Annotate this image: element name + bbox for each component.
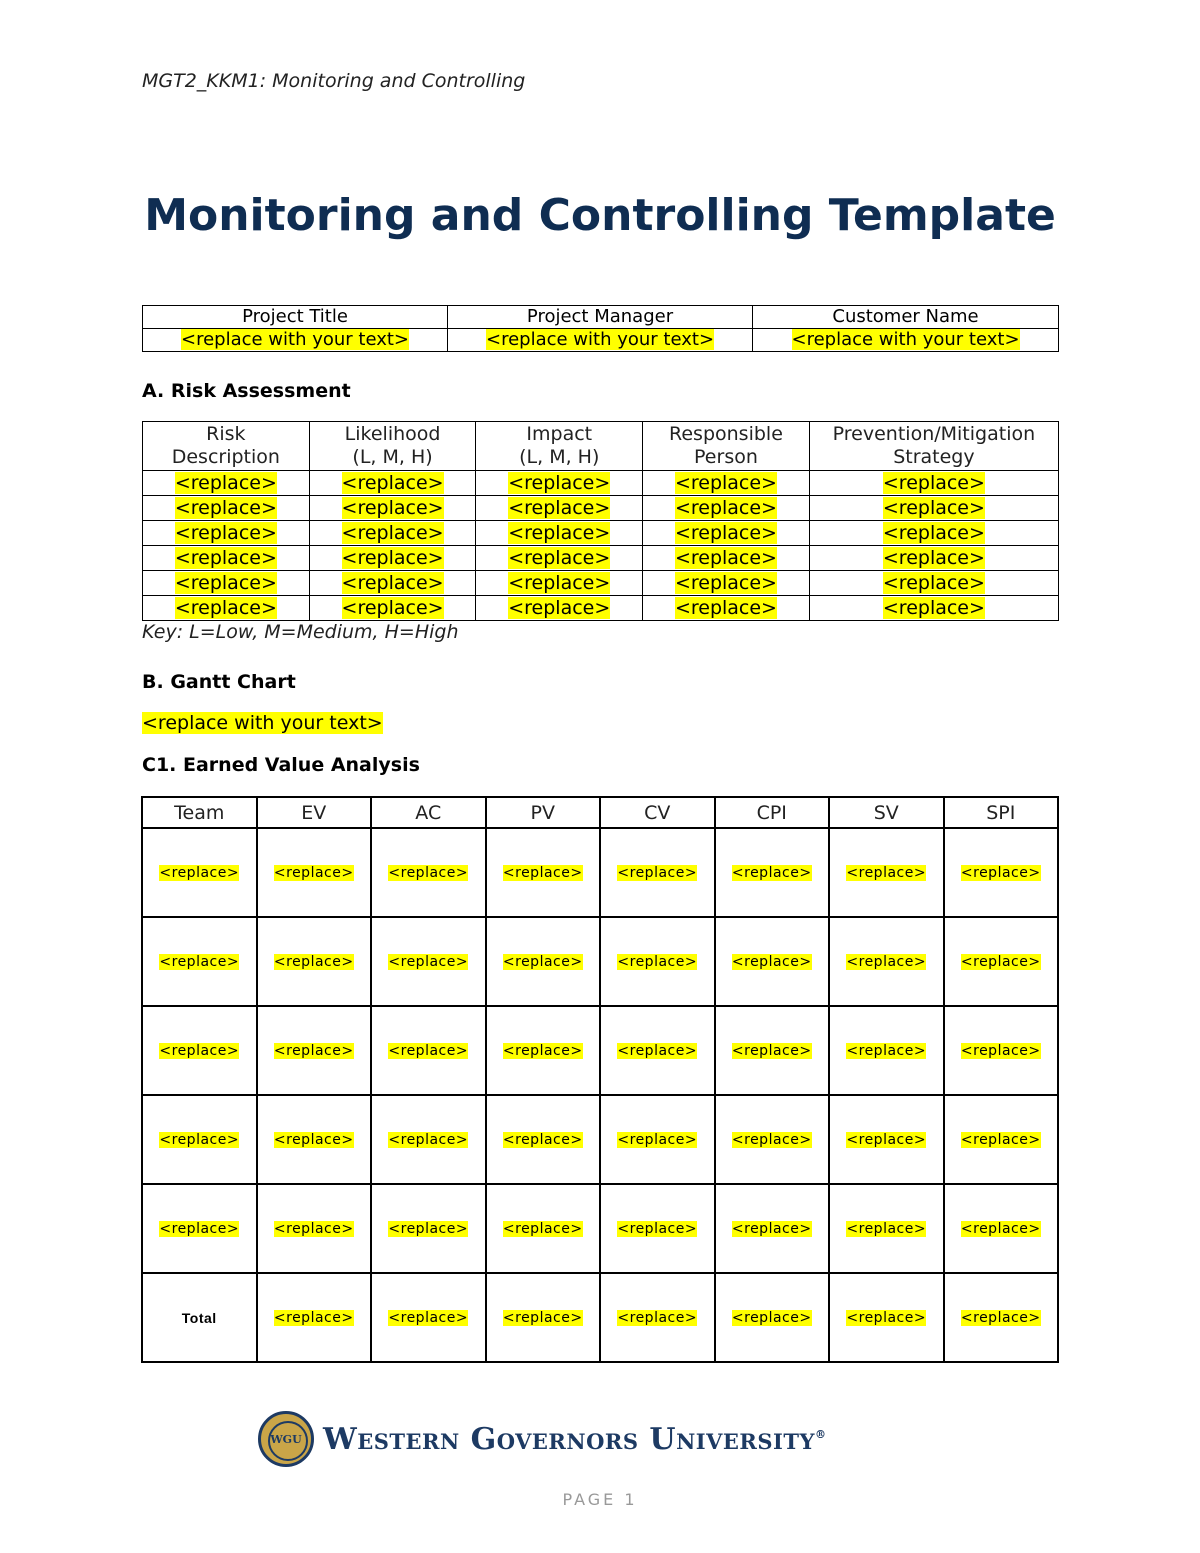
- ev-cell-placeholder[interactable]: <replace>: [502, 1131, 583, 1148]
- risk-cell-placeholder[interactable]: <replace>: [674, 597, 777, 619]
- ev-cell[interactable]: [486, 1273, 601, 1362]
- risk-rows: [143, 471, 1059, 621]
- ev-cell[interactable]: [944, 1006, 1059, 1095]
- ev-cell[interactable]: [142, 1184, 257, 1273]
- risk-cell-placeholder[interactable]: <replace>: [174, 497, 277, 519]
- risk-cell-placeholder[interactable]: <replace>: [341, 522, 444, 544]
- risk-cell-placeholder[interactable]: <replace>: [508, 597, 611, 619]
- ev-cell-placeholder[interactable]: <replace>: [159, 1220, 240, 1237]
- risk-cell[interactable]: [143, 546, 310, 571]
- ev-cell-placeholder[interactable]: <replace>: [731, 1131, 812, 1148]
- ev-cell[interactable]: [829, 1006, 944, 1095]
- ev-total-label: Total: [142, 1273, 257, 1362]
- ev-cell[interactable]: [371, 1095, 486, 1184]
- risk-cell[interactable]: [643, 496, 810, 521]
- ev-cell[interactable]: [600, 1006, 715, 1095]
- risk-cell-placeholder[interactable]: <replace>: [674, 572, 777, 594]
- ev-cell-placeholder[interactable]: <replace>: [273, 1131, 354, 1148]
- ev-rows: [142, 828, 1058, 1362]
- project-info-table: [142, 305, 1059, 352]
- ev-cell-placeholder[interactable]: <replace>: [960, 864, 1041, 881]
- ev-cell-placeholder[interactable]: <replace>: [159, 864, 240, 881]
- ev-row: [142, 1184, 1058, 1273]
- risk-description-header: Risk Description: [143, 422, 310, 471]
- ev-cell-placeholder[interactable]: <replace>: [273, 953, 354, 970]
- customer-name-cell[interactable]: [753, 329, 1059, 352]
- risk-cell[interactable]: [476, 596, 643, 621]
- ev-cell[interactable]: [257, 1184, 372, 1273]
- wgu-logo: [258, 1411, 826, 1467]
- ev-row: [142, 917, 1058, 1006]
- ev-cell-placeholder[interactable]: <replace>: [960, 1131, 1041, 1148]
- ev-header-row: [142, 797, 1058, 828]
- risk-cell[interactable]: [143, 596, 310, 621]
- risk-cell[interactable]: [309, 571, 476, 596]
- ev-header-ac: AC: [371, 797, 486, 828]
- gantt-chart-heading: B. Gantt Chart: [142, 671, 296, 693]
- gantt-placeholder-text[interactable]: <replace with your text>: [142, 712, 383, 734]
- risk-cell-placeholder[interactable]: <replace>: [508, 547, 611, 569]
- ev-cell-placeholder[interactable]: <replace>: [159, 953, 240, 970]
- ev-cell[interactable]: [829, 828, 944, 917]
- earned-value-heading: C1. Earned Value Analysis: [142, 754, 420, 776]
- ev-cell[interactable]: [944, 1095, 1059, 1184]
- ev-cell-placeholder[interactable]: <replace>: [731, 953, 812, 970]
- ev-cell[interactable]: [944, 1273, 1059, 1362]
- ev-cell-placeholder[interactable]: <replace>: [502, 953, 583, 970]
- ev-cell-placeholder[interactable]: <replace>: [502, 1309, 583, 1326]
- ev-cell-placeholder[interactable]: <replace>: [502, 864, 583, 881]
- ev-cell[interactable]: [829, 1184, 944, 1273]
- risk-cell-placeholder[interactable]: <replace>: [508, 497, 611, 519]
- project-info-value-row: [143, 329, 1059, 352]
- ev-cell[interactable]: [371, 1184, 486, 1273]
- responsible-person-header: Responsible Person: [643, 422, 810, 471]
- risk-cell[interactable]: [309, 546, 476, 571]
- risk-key: Key: L=Low, M=Medium, H=High: [142, 621, 459, 643]
- ev-header-cpi: CPI: [715, 797, 830, 828]
- risk-cell-placeholder[interactable]: <replace>: [508, 472, 611, 494]
- risk-cell-placeholder[interactable]: <replace>: [174, 597, 277, 619]
- ev-cell-placeholder[interactable]: <replace>: [388, 864, 469, 881]
- ev-cell-placeholder[interactable]: <replace>: [502, 1220, 583, 1237]
- risk-cell-placeholder[interactable]: <replace>: [882, 572, 985, 594]
- risk-cell[interactable]: [143, 471, 310, 496]
- page-number: PAGE 1: [562, 1490, 638, 1509]
- risk-cell[interactable]: [309, 521, 476, 546]
- ev-cell[interactable]: [715, 1273, 830, 1362]
- ev-cell[interactable]: [600, 1184, 715, 1273]
- ev-cell-placeholder[interactable]: <replace>: [960, 953, 1041, 970]
- ev-cell-placeholder[interactable]: <replace>: [960, 1220, 1041, 1237]
- ev-cell-placeholder[interactable]: <replace>: [617, 1042, 698, 1059]
- risk-cell[interactable]: [309, 496, 476, 521]
- ev-cell-placeholder[interactable]: <replace>: [731, 1042, 812, 1059]
- risk-cell[interactable]: [309, 471, 476, 496]
- ev-cell[interactable]: [944, 828, 1059, 917]
- gantt-chart-placeholder[interactable]: [142, 712, 383, 734]
- ev-cell[interactable]: [486, 917, 601, 1006]
- ev-cell[interactable]: [257, 1006, 372, 1095]
- ev-total-row: [142, 1273, 1058, 1362]
- ev-cell-placeholder[interactable]: <replace>: [846, 953, 927, 970]
- risk-row: [143, 471, 1059, 496]
- ev-cell-placeholder[interactable]: <replace>: [960, 1042, 1041, 1059]
- risk-cell-placeholder[interactable]: <replace>: [341, 472, 444, 494]
- ev-cell[interactable]: [829, 917, 944, 1006]
- ev-cell-placeholder[interactable]: <replace>: [273, 1309, 354, 1326]
- ev-cell-placeholder[interactable]: <replace>: [159, 1042, 240, 1059]
- risk-cell-placeholder[interactable]: <replace>: [174, 522, 277, 544]
- ev-cell-placeholder[interactable]: <replace>: [502, 1042, 583, 1059]
- ev-cell[interactable]: [257, 917, 372, 1006]
- ev-cell-placeholder[interactable]: <replace>: [846, 864, 927, 881]
- ev-cell[interactable]: [371, 917, 486, 1006]
- ev-header-pv: PV: [486, 797, 601, 828]
- earned-value-table: [141, 796, 1059, 1363]
- project-manager-header: Project Manager: [448, 306, 753, 329]
- risk-assessment-heading: A. Risk Assessment: [142, 380, 351, 402]
- risk-row: [143, 596, 1059, 621]
- impact-header: Impact (L, M, H): [476, 422, 643, 471]
- risk-cell[interactable]: [643, 571, 810, 596]
- ev-cell-placeholder[interactable]: <replace>: [617, 1220, 698, 1237]
- risk-cell-placeholder[interactable]: <replace>: [508, 522, 611, 544]
- ev-cell[interactable]: [944, 1184, 1059, 1273]
- ev-cell-placeholder[interactable]: <replace>: [388, 1220, 469, 1237]
- risk-row: [143, 546, 1059, 571]
- ev-cell[interactable]: [600, 1095, 715, 1184]
- ev-cell[interactable]: [715, 1006, 830, 1095]
- ev-cell[interactable]: [142, 1095, 257, 1184]
- project-title-header: Project Title: [143, 306, 448, 329]
- ev-header-spi: SPI: [944, 797, 1059, 828]
- risk-row: [143, 496, 1059, 521]
- ev-cell[interactable]: [829, 1095, 944, 1184]
- ev-cell[interactable]: [142, 828, 257, 917]
- project-info-header-row: [143, 306, 1059, 329]
- customer-name-header: Customer Name: [753, 306, 1059, 329]
- risk-cell-placeholder[interactable]: <replace>: [882, 472, 985, 494]
- ev-cell-placeholder[interactable]: <replace>: [731, 1309, 812, 1326]
- ev-cell[interactable]: [142, 917, 257, 1006]
- risk-cell[interactable]: [476, 546, 643, 571]
- ev-cell-placeholder[interactable]: <replace>: [617, 1131, 698, 1148]
- risk-cell-placeholder[interactable]: <replace>: [341, 497, 444, 519]
- ev-cell[interactable]: [371, 828, 486, 917]
- project-manager-placeholder[interactable]: <replace with your text>: [486, 329, 715, 350]
- ev-cell-placeholder[interactable]: <replace>: [846, 1131, 927, 1148]
- risk-cell-placeholder[interactable]: <replace>: [882, 597, 985, 619]
- ev-cell[interactable]: [486, 1184, 601, 1273]
- risk-cell[interactable]: [476, 496, 643, 521]
- ev-cell-placeholder[interactable]: <replace>: [846, 1220, 927, 1237]
- risk-cell[interactable]: [476, 571, 643, 596]
- ev-cell-placeholder[interactable]: <replace>: [846, 1309, 927, 1326]
- ev-cell[interactable]: [486, 828, 601, 917]
- risk-cell-placeholder[interactable]: <replace>: [341, 547, 444, 569]
- ev-cell[interactable]: [600, 1273, 715, 1362]
- mitigation-strategy-header: Prevention/Mitigation Strategy: [809, 422, 1058, 471]
- document-header: MGT2_KKM1: Monitoring and Controlling: [142, 70, 526, 92]
- risk-cell[interactable]: [809, 496, 1058, 521]
- ev-cell[interactable]: [715, 1095, 830, 1184]
- risk-cell[interactable]: [643, 521, 810, 546]
- risk-cell[interactable]: [809, 546, 1058, 571]
- ev-cell[interactable]: [600, 917, 715, 1006]
- ev-cell-placeholder[interactable]: <replace>: [617, 953, 698, 970]
- ev-cell[interactable]: [371, 1006, 486, 1095]
- ev-row: [142, 828, 1058, 917]
- page-title: Monitoring and Controlling Template: [144, 190, 1056, 241]
- risk-cell-placeholder[interactable]: <replace>: [674, 472, 777, 494]
- university-name: Western Governors University®: [323, 1421, 827, 1457]
- risk-row: [143, 571, 1059, 596]
- risk-cell[interactable]: [309, 596, 476, 621]
- ev-cell-placeholder[interactable]: <replace>: [731, 864, 812, 881]
- risk-cell[interactable]: [143, 496, 310, 521]
- risk-assessment-table: [142, 421, 1059, 621]
- ev-row: [142, 1095, 1058, 1184]
- ev-cell[interactable]: [715, 828, 830, 917]
- ev-cell-placeholder[interactable]: <replace>: [960, 1309, 1041, 1326]
- risk-cell-placeholder[interactable]: <replace>: [882, 522, 985, 544]
- customer-name-placeholder[interactable]: <replace with your text>: [791, 329, 1020, 350]
- ev-cell-placeholder[interactable]: <replace>: [273, 864, 354, 881]
- risk-cell-placeholder[interactable]: <replace>: [882, 497, 985, 519]
- risk-cell[interactable]: [809, 471, 1058, 496]
- risk-cell-placeholder[interactable]: <replace>: [174, 572, 277, 594]
- risk-cell[interactable]: [809, 521, 1058, 546]
- ev-header-team: Team: [142, 797, 257, 828]
- ev-cell-placeholder[interactable]: <replace>: [388, 1131, 469, 1148]
- risk-cell[interactable]: [809, 596, 1058, 621]
- likelihood-header: Likelihood (L, M, H): [309, 422, 476, 471]
- risk-cell[interactable]: [143, 521, 310, 546]
- ev-cell-placeholder[interactable]: <replace>: [731, 1220, 812, 1237]
- ev-cell[interactable]: [142, 1006, 257, 1095]
- risk-cell[interactable]: [476, 471, 643, 496]
- risk-cell-placeholder[interactable]: <replace>: [674, 522, 777, 544]
- ev-cell[interactable]: [486, 1006, 601, 1095]
- wgu-seal-icon: [258, 1411, 314, 1467]
- risk-cell[interactable]: [643, 596, 810, 621]
- ev-cell[interactable]: [486, 1095, 601, 1184]
- risk-cell-placeholder[interactable]: <replace>: [508, 572, 611, 594]
- ev-cell-placeholder[interactable]: <replace>: [388, 1042, 469, 1059]
- ev-cell[interactable]: [257, 1273, 372, 1362]
- project-title-cell[interactable]: [143, 329, 448, 352]
- risk-cell-placeholder[interactable]: <replace>: [174, 472, 277, 494]
- ev-header-sv: SV: [829, 797, 944, 828]
- seal-initials: WGU: [270, 1433, 302, 1446]
- risk-cell[interactable]: [476, 521, 643, 546]
- risk-cell[interactable]: [643, 546, 810, 571]
- risk-cell-placeholder[interactable]: <replace>: [674, 547, 777, 569]
- ev-cell-placeholder[interactable]: <replace>: [388, 1309, 469, 1326]
- ev-cell[interactable]: [829, 1273, 944, 1362]
- risk-row: [143, 521, 1059, 546]
- project-title-placeholder[interactable]: <replace with your text>: [180, 329, 410, 350]
- ev-cell[interactable]: [715, 1184, 830, 1273]
- ev-row: [142, 1006, 1058, 1095]
- risk-cell-placeholder[interactable]: <replace>: [341, 597, 444, 619]
- risk-cell-placeholder[interactable]: <replace>: [674, 497, 777, 519]
- ev-cell[interactable]: [715, 917, 830, 1006]
- ev-cell-placeholder[interactable]: <replace>: [617, 1309, 698, 1326]
- ev-cell[interactable]: [371, 1273, 486, 1362]
- risk-cell-placeholder[interactable]: <replace>: [882, 547, 985, 569]
- ev-cell-placeholder[interactable]: <replace>: [846, 1042, 927, 1059]
- risk-header-row: [143, 422, 1059, 471]
- risk-cell-placeholder[interactable]: <replace>: [341, 572, 444, 594]
- ev-cell-placeholder[interactable]: <replace>: [388, 953, 469, 970]
- ev-cell[interactable]: [600, 828, 715, 917]
- risk-cell[interactable]: [643, 471, 810, 496]
- ev-cell[interactable]: [257, 828, 372, 917]
- ev-cell[interactable]: [257, 1095, 372, 1184]
- ev-cell-placeholder[interactable]: <replace>: [273, 1220, 354, 1237]
- ev-cell-placeholder[interactable]: <replace>: [617, 864, 698, 881]
- project-manager-cell[interactable]: [448, 329, 753, 352]
- ev-cell-placeholder[interactable]: <replace>: [159, 1131, 240, 1148]
- risk-cell[interactable]: [143, 571, 310, 596]
- ev-header-cv: CV: [600, 797, 715, 828]
- ev-header-ev: EV: [257, 797, 372, 828]
- risk-cell[interactable]: [809, 571, 1058, 596]
- risk-cell-placeholder[interactable]: <replace>: [174, 547, 277, 569]
- ev-cell-placeholder[interactable]: <replace>: [273, 1042, 354, 1059]
- ev-cell[interactable]: [944, 917, 1059, 1006]
